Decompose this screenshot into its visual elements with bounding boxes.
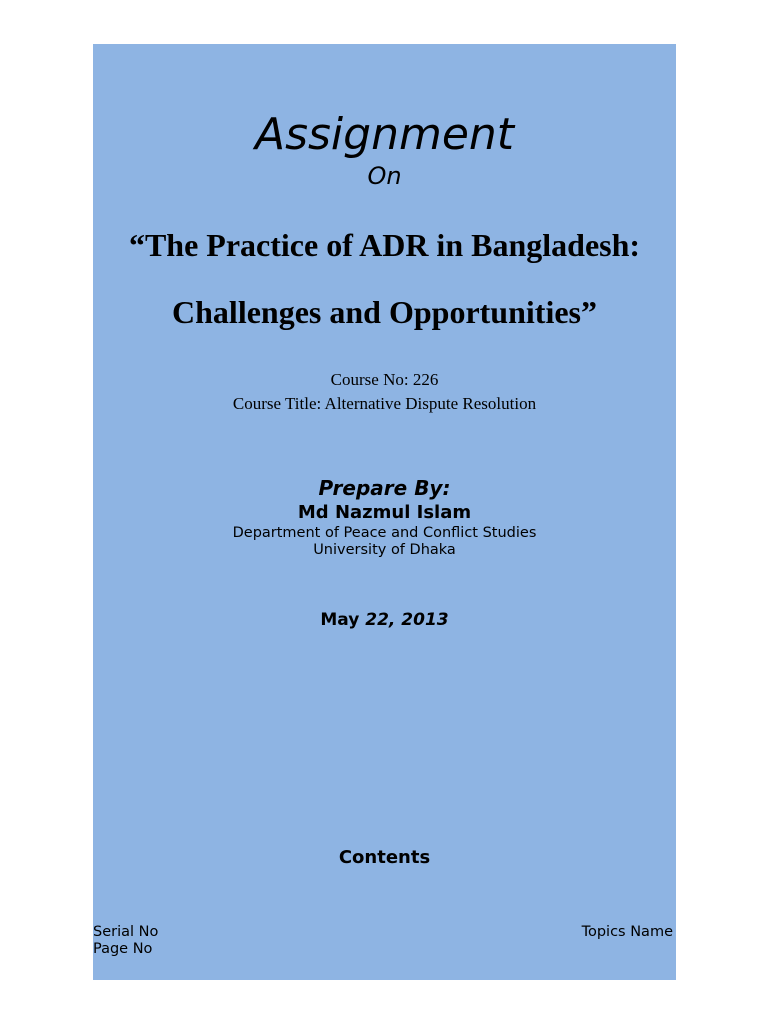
course-title: Course Title: Alternative Dispute Resolution: [232, 394, 537, 413]
date-day-year: 22, 2013: [365, 610, 449, 630]
column-topics-name: Topics Name: [581, 924, 673, 940]
column-serial-no: Serial No: [93, 924, 159, 940]
author-name: Md Nazmul Islam: [297, 502, 472, 523]
column-page-no: Page No: [93, 941, 153, 957]
date: [93, 609, 676, 631]
title-line-2: Challenges and Opportunities”: [172, 294, 597, 330]
prepared-by-label: Prepare By:: [318, 476, 451, 500]
department: Department of Peace and Conflict Studies: [232, 525, 537, 541]
cover-page: [93, 44, 676, 980]
on-label: On: [367, 162, 402, 190]
assignment-heading: Assignment: [254, 109, 515, 160]
course-number: Course No: 226: [330, 370, 439, 389]
university: University of Dhaka: [313, 542, 456, 558]
date-month: May: [320, 610, 360, 630]
title-line-1: “The Practice of ADR in Bangladesh:: [128, 227, 641, 263]
contents-heading: Contents: [338, 847, 431, 868]
